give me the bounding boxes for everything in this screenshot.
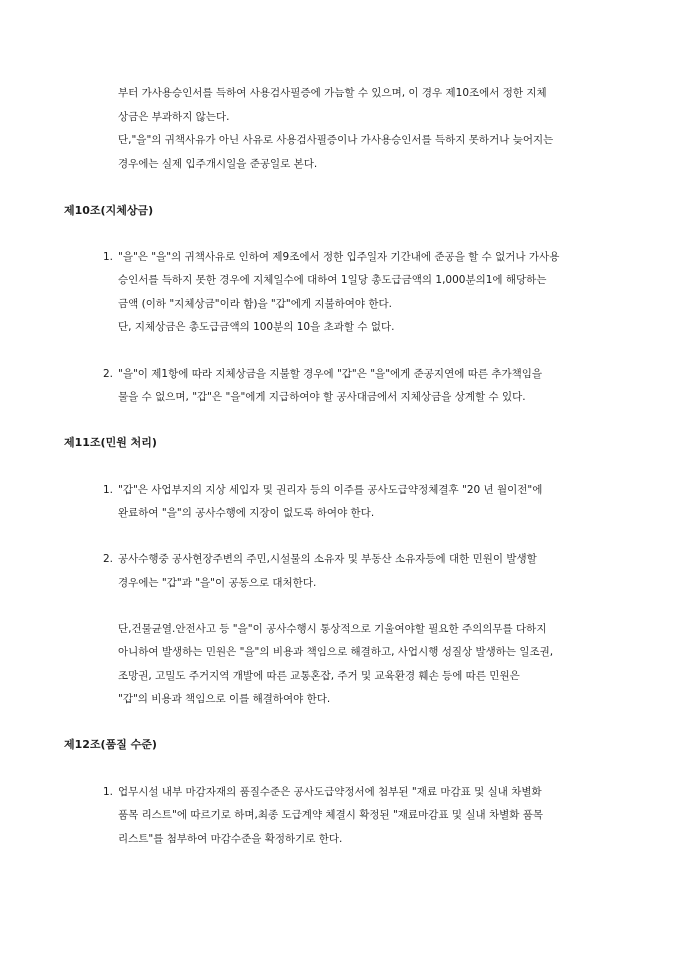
article-11-heading: 제11조(민원 처리) — [64, 436, 157, 449]
article-10-heading: 제10조(지체상금) — [64, 204, 154, 217]
intro-line: 경우에는 실제 입주개시일을 준공일로 본다. — [118, 158, 318, 170]
article-11-item-2-extra-line: 아니하여 발생하는 민원은 "을"의 비용과 책임으로 해결하고, 사업시행 성질상 발생하는 일조권, — [118, 646, 554, 658]
article-12-heading: 제12조(품질 수준) — [64, 738, 157, 751]
article-10-item-1-line: 금액 (이하 "지체상금"이라 함)을 "갑"에게 지불하여야 한다. — [118, 298, 393, 310]
article-11-item-2-extra-line: 조망권, 고밀도 주거지역 개발에 따른 교통혼잡, 주거 및 교육환경 훼손 등에 따른 민원은 — [118, 670, 520, 682]
article-11-item-2-number: 2. — [103, 553, 114, 565]
article-10-item-2-line: 물을 수 없으며, "갑"은 "을"에게 지급하여야 할 공사대금에서 지체상금을 상계할 수 있다. — [118, 391, 526, 403]
article-12-item-1-line: 업무시설 내부 마감자재의 품질수준은 공사도급약정서에 첨부된 "재료 마감표 및 실내 차별화 — [118, 786, 542, 798]
article-10-item-2-line: "을"이 제1항에 따라 지체상금을 지불할 경우에 "갑"은 "을"에게 준공지연에 따른 추가책임을 — [118, 368, 543, 380]
intro-line: 단,"을"의 귀책사유가 아닌 사유로 사용검사필증이나 가사용승인서를 득하지 못하거나 늦어지는 — [118, 134, 554, 146]
article-10-item-1-line: "을"은 "을"의 귀책사유로 인하여 제9조에서 정한 입주일자 기간내에 준공을 할 수 없거나 가사용 — [118, 251, 560, 263]
intro-line: 부터 가사용승인서를 득하여 사용검사필증에 가늠할 수 있으며, 이 경우 제10조에서 정한 지체 — [118, 87, 547, 99]
article-10-item-1-line: 승인서를 득하지 못한 경우에 지체일수에 대하여 1일당 총도급금액의 1,000분의1에 해당하는 — [118, 274, 547, 286]
article-11-item-1-number: 1. — [103, 484, 114, 496]
article-12-item-1-line: 품목 리스트"에 따르기로 하며,최종 도급계약 체결시 확정된 "재료마감표 및 실내 차별화 품목 — [118, 809, 544, 821]
article-10-item-1-number: 1. — [103, 251, 114, 263]
article-11-item-2-extra-line: "갑"의 비용과 책임으로 이를 해결하여야 한다. — [118, 693, 331, 705]
article-12-item-1-line: 리스트"를 첨부하여 마감수준을 확정하기로 한다. — [118, 833, 343, 845]
article-11-item-1-line: "갑"은 사업부지의 지상 세입자 및 권리자 등의 이주를 공사도급약정체결후 "20 년 월이전"에 — [118, 484, 543, 496]
article-11-item-2-line: 공사수행중 공사현장주변의 주민,시설물의 소유자 및 부동산 소유자등에 대한 민원이 발생할 — [118, 553, 537, 565]
intro-line: 상금은 부과하지 않는다. — [118, 111, 230, 123]
article-11-item-1-line: 완료하여 "을"의 공사수행에 지장이 없도록 하여야 한다. — [118, 507, 375, 519]
article-11-item-2-line: 경우에는 "갑"과 "을"이 공동으로 대처한다. — [118, 577, 317, 589]
article-10-item-1-line: 단, 지체상금은 총도급금액의 100분의 10을 초과할 수 없다. — [118, 321, 395, 333]
article-12-item-1-number: 1. — [103, 786, 114, 798]
article-10-item-2-number: 2. — [103, 368, 114, 380]
article-11-item-2-extra-line: 단,건물균열.안전사고 등 "을"이 공사수행시 통상적으로 기울여야할 필요한 주의의무를 다하지 — [118, 623, 547, 635]
